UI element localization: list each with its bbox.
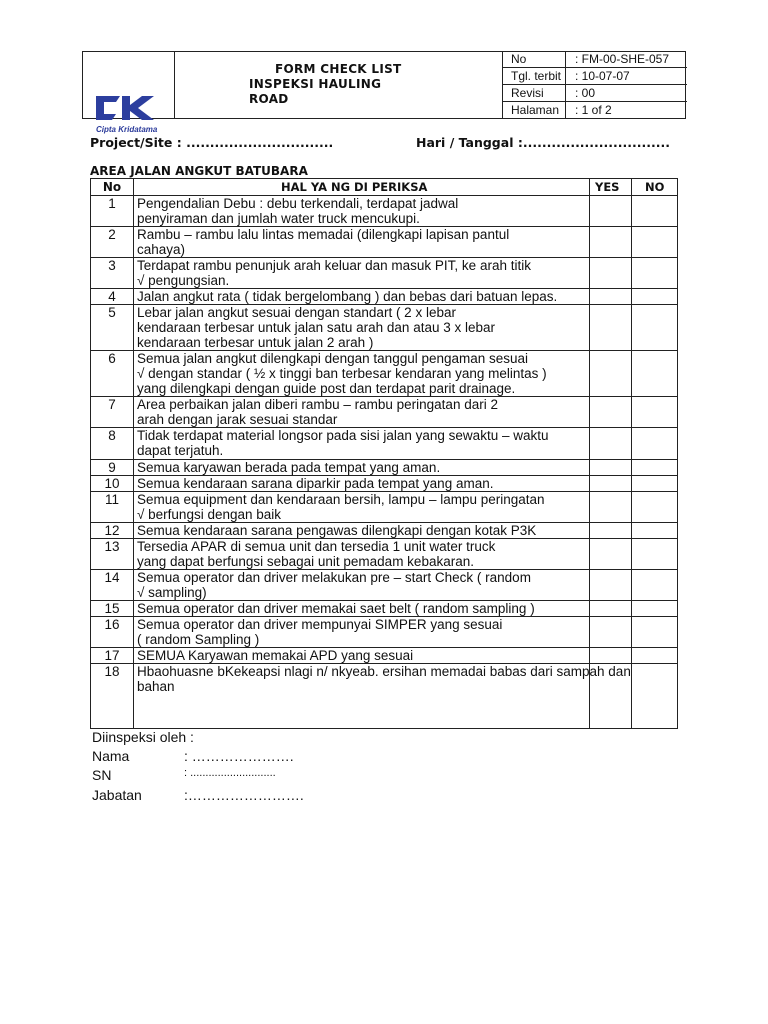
row-description-line: dapat terjatuh.: [137, 443, 224, 458]
row-number: 14: [104, 570, 120, 585]
table-row: [91, 648, 677, 664]
row-number: 12: [104, 523, 120, 538]
document-meta: [502, 51, 686, 119]
sn-field[interactable]: : ............................: [184, 767, 276, 779]
row-number: 4: [108, 289, 116, 304]
no-checkbox-cell[interactable]: [632, 289, 676, 305]
row-description: [137, 648, 647, 663]
table-row: [91, 351, 677, 397]
row-description-line: Rambu – rambu lalu lintas memadai (dilengkapi lapisan pantul: [137, 227, 510, 242]
name-field[interactable]: : ………………….: [184, 748, 294, 764]
no-checkbox-cell[interactable]: [632, 601, 676, 617]
row-description: [137, 460, 647, 475]
meta-key: Revisi: [511, 86, 544, 100]
row-description-line: cahaya): [137, 242, 186, 257]
row-description-line: Pengendalian Debu : debu terkendali, terdapat jadwal: [137, 196, 459, 211]
row-description: [137, 289, 647, 304]
header-no-answer: NO: [645, 180, 665, 194]
row-description: [137, 258, 647, 288]
row-description-line: SEMUA Karyawan memakai APD yang sesuai: [137, 648, 414, 663]
row-description: [137, 664, 647, 694]
row-description: [137, 227, 647, 257]
row-description-line: Semua operator dan driver melakukan pre – start Check ( random: [137, 570, 531, 585]
row-description-line: Semua equipment dan kendaraan bersih, lampu – lampu peringatan: [137, 492, 545, 507]
table-row: [91, 539, 677, 570]
table-row: [91, 428, 677, 460]
row-description: [137, 397, 647, 427]
row-description-line: Area perbaikan jalan diberi rambu – rambu peringatan dari 2: [137, 397, 498, 412]
row-description-line: Jalan angkut rata ( tidak bergelombang ) dan bebas dari batuan lepas.: [137, 289, 558, 304]
yes-checkbox-cell[interactable]: [590, 397, 630, 428]
table-row: [91, 617, 677, 648]
row-number: 1: [108, 196, 116, 211]
no-checkbox-cell[interactable]: [632, 351, 676, 397]
meta-row-revision: [503, 85, 687, 102]
row-description: [137, 305, 647, 350]
row-number: 18: [104, 664, 120, 679]
inspected-by-label: Diinspeksi oleh :: [92, 729, 194, 745]
row-description-line: √ pengungsian.: [137, 273, 230, 288]
no-checkbox-cell[interactable]: [632, 664, 676, 712]
row-description: [137, 196, 647, 226]
row-description-line: kendaraan terbesar untuk jalan 2 arah ): [137, 335, 374, 350]
yes-checkbox-cell[interactable]: [590, 196, 630, 227]
row-description-line: Semua jalan angkut dilengkapi dengan tanggul pengaman sesuai: [137, 351, 529, 366]
sn-label: SN: [92, 767, 112, 783]
yes-checkbox-cell[interactable]: [590, 601, 630, 617]
table-row: [91, 397, 677, 428]
yes-checkbox-cell[interactable]: [590, 428, 630, 460]
row-description: [137, 617, 647, 647]
row-number: 8: [108, 428, 116, 443]
table-row: [91, 492, 677, 523]
form-title-line-2: INSPEKSI HAULING: [249, 77, 382, 91]
row-description-line: penyiraman dan jumlah water truck mencukupi.: [137, 211, 420, 226]
row-number: 11: [104, 492, 119, 507]
row-description-line: kendaraan terbesar untuk jalan satu arah dan atau 3 x lebar: [137, 320, 495, 335]
meta-row-issue-date: [503, 68, 687, 85]
meta-value: : FM-00-SHE-057: [575, 52, 670, 66]
row-description-line: √ sampling): [137, 585, 207, 600]
position-field[interactable]: :…………………….: [184, 787, 304, 803]
yes-checkbox-cell[interactable]: [590, 351, 630, 397]
table-row: [91, 664, 677, 712]
row-description-line: Semua karyawan berada pada tempat yang aman.: [137, 460, 441, 475]
no-checkbox-cell[interactable]: [632, 648, 676, 664]
position-label: Jabatan: [92, 787, 142, 803]
no-checkbox-cell[interactable]: [632, 476, 676, 492]
header-yes: YES: [595, 180, 620, 194]
no-checkbox-cell[interactable]: [632, 539, 676, 570]
row-description-line: Hbaohuasne bKekeapsi nlagi n/ nkyeab. ersihan memadai babas dari sampah dan: [137, 664, 631, 679]
row-description: [137, 601, 647, 616]
meta-value: : 10-07-07: [575, 69, 630, 83]
name-label: Nama: [92, 748, 130, 764]
yes-checkbox-cell[interactable]: [590, 664, 630, 712]
row-number: 7: [108, 397, 116, 412]
row-description-line: bahan: [137, 679, 175, 694]
row-description-line: Lebar jalan angkut sesuai dengan standart ( 2 x lebar: [137, 305, 456, 320]
row-description-line: Semua kendaraan sarana pengawas dilengkapi dengan kotak P3K: [137, 523, 537, 538]
row-number: 6: [108, 351, 116, 366]
no-checkbox-cell[interactable]: [632, 428, 676, 460]
row-description-line: Tidak terdapat material longsor pada sisi jalan yang sewaktu – waktu: [137, 428, 549, 443]
yes-checkbox-cell[interactable]: [590, 492, 630, 523]
row-description-line: Semua kendaraan sarana diparkir pada tempat yang aman.: [137, 476, 494, 491]
no-checkbox-cell[interactable]: [632, 305, 676, 351]
row-number: 10: [104, 476, 120, 491]
form-title-line-3: ROAD: [249, 92, 289, 106]
row-description-line: Terdapat rambu penunjuk arah keluar dan masuk PIT, ke arah titik: [137, 258, 531, 273]
table-row: [91, 258, 677, 289]
project-site-field[interactable]: Project/Site : ...............................: [90, 135, 334, 150]
row-number: 2: [108, 227, 116, 242]
row-description-line: √ berfungsi dengan baik: [137, 507, 282, 522]
meta-row-page: [503, 102, 687, 119]
no-checkbox-cell[interactable]: [632, 570, 676, 601]
row-description: [137, 351, 647, 396]
table-row: [91, 196, 677, 227]
section-title: AREA JALAN ANGKUT BATUBARA: [90, 164, 308, 178]
meta-key: Tgl. terbit: [511, 69, 562, 83]
yes-checkbox-cell[interactable]: [590, 539, 630, 570]
row-description: [137, 523, 647, 538]
row-description-line: √ dengan standar ( ½ x tinggi ban terbesar kendaran yang melintas ): [137, 366, 547, 381]
table-row: [91, 460, 677, 476]
meta-value: : 00: [575, 86, 596, 100]
company-logo: [92, 90, 162, 126]
row-description-line: yang dilengkapi dengan guide post dan terdapat parit drainage.: [137, 381, 516, 396]
no-checkbox-cell[interactable]: [632, 523, 676, 539]
no-checkbox-cell[interactable]: [632, 460, 676, 476]
form-title-line-1: FORM CHECK LIST: [275, 62, 402, 76]
yes-checkbox-cell[interactable]: [590, 476, 630, 492]
no-checkbox-cell[interactable]: [632, 617, 676, 648]
row-description: [137, 539, 647, 569]
meta-row-number: [503, 51, 687, 68]
meta-value: : 1 of 2: [575, 103, 612, 117]
yes-checkbox-cell[interactable]: [590, 460, 630, 476]
table-row: [91, 476, 677, 492]
row-number: 5: [108, 305, 116, 320]
header-no: No: [102, 180, 122, 194]
yes-checkbox-cell[interactable]: [590, 617, 630, 648]
row-number: 3: [108, 258, 116, 273]
table-row: [91, 227, 677, 258]
no-checkbox-cell[interactable]: [632, 492, 676, 523]
row-description-line: Tersedia APAR di semua unit dan tersedia 1 unit water truck: [137, 539, 496, 554]
row-description-line: yang dapat berfungsi sebagai unit pemadam kebakaran.: [137, 554, 474, 569]
row-description-line: Semua operator dan driver memakai saet belt ( random sampling ): [137, 601, 535, 616]
yes-checkbox-cell[interactable]: [590, 570, 630, 601]
row-description: [137, 476, 647, 491]
row-number: 16: [104, 617, 120, 632]
row-description-line: arah dengan jarak sesuai standar: [137, 412, 338, 427]
table-row: [91, 601, 677, 617]
no-checkbox-cell[interactable]: [632, 258, 676, 289]
no-checkbox-cell[interactable]: [632, 227, 676, 258]
meta-key: No: [511, 52, 527, 66]
checklist-table: [90, 178, 678, 729]
row-number: 13: [104, 539, 120, 554]
no-checkbox-cell[interactable]: [632, 397, 676, 428]
row-description-line: Semua operator dan driver mempunyai SIMPER yang sesuai: [137, 617, 503, 632]
row-number: 15: [104, 601, 120, 616]
row-number: 17: [104, 648, 120, 663]
yes-checkbox-cell[interactable]: [590, 523, 630, 539]
no-checkbox-cell[interactable]: [632, 196, 676, 227]
meta-divider: [565, 51, 566, 119]
logo-subtitle: Cipta Kridatama: [96, 125, 158, 134]
yes-checkbox-cell[interactable]: [590, 258, 630, 289]
meta-key: Halaman: [511, 103, 560, 117]
table-row: [91, 523, 677, 539]
yes-checkbox-cell[interactable]: [590, 227, 630, 258]
table-row: [91, 305, 677, 351]
row-description: [137, 570, 647, 600]
yes-checkbox-cell[interactable]: [590, 305, 630, 351]
yes-checkbox-cell[interactable]: [590, 648, 630, 664]
yes-checkbox-cell[interactable]: [590, 289, 630, 305]
row-description: [137, 428, 647, 458]
table-row: [91, 289, 677, 305]
row-description-line: ( random Sampling ): [137, 632, 260, 647]
header-item: HAL YA NG DI PERIKSA: [281, 180, 428, 194]
row-description: [137, 492, 647, 522]
table-row: [91, 570, 677, 601]
row-number: 9: [108, 460, 116, 475]
date-field[interactable]: Hari / Tanggal :...............................: [416, 135, 671, 150]
